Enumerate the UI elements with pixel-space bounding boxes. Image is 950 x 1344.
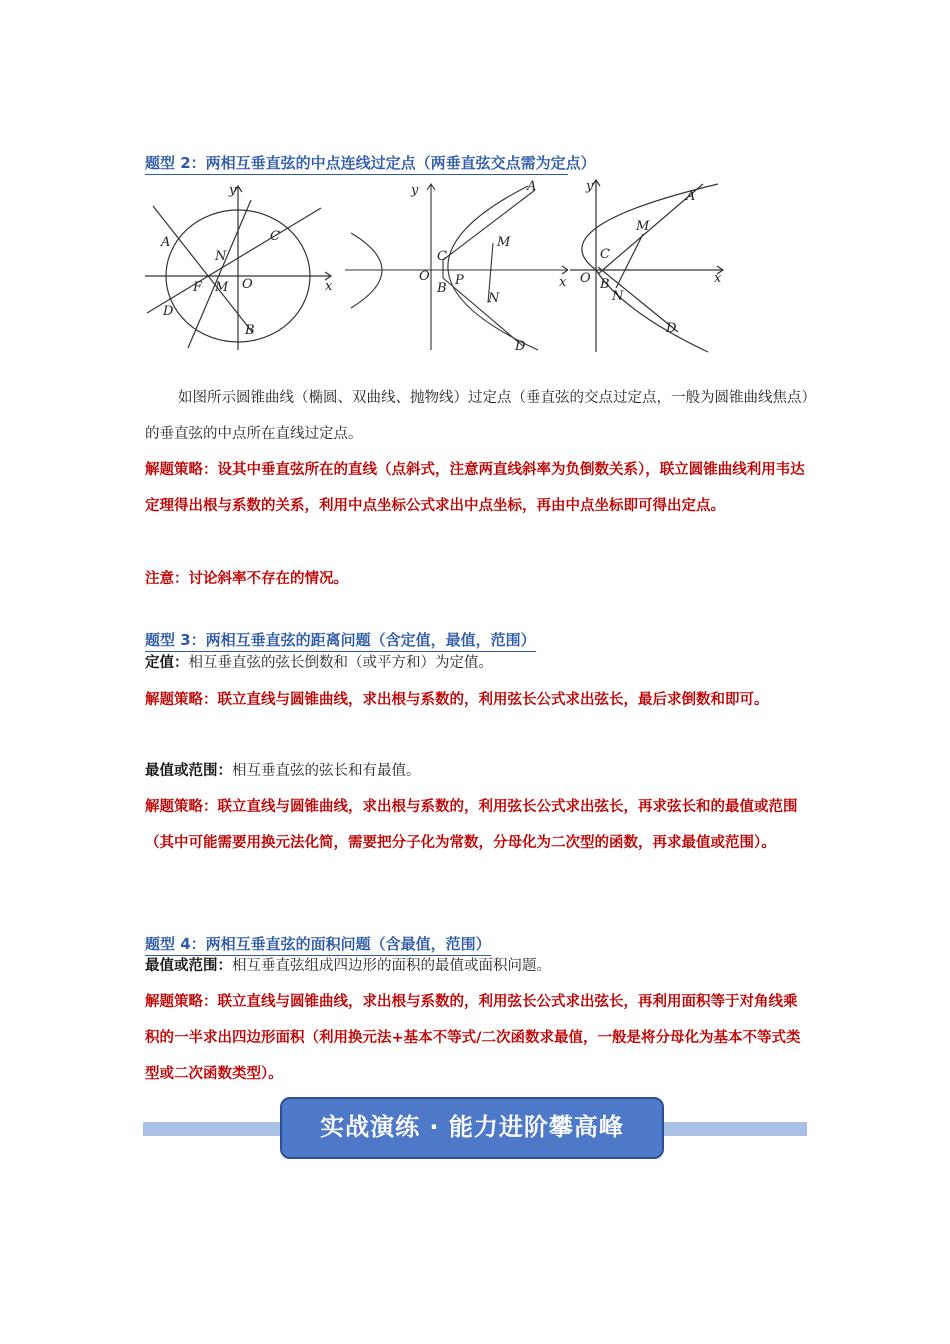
hyperbola-label-y: y: [411, 183, 419, 198]
type3-range-label: 最值或范围：: [145, 763, 232, 779]
hyperbola-label-O: O: [419, 269, 430, 284]
hyperbola-label-M: M: [497, 235, 511, 250]
parabola-label-x: x: [714, 271, 722, 286]
type3-range-text: 相互垂直弦的弦长和有最值。: [232, 763, 421, 779]
parabola-label-O: O: [580, 271, 591, 286]
type2-note: 注意：讨论斜率不存在的情况。: [145, 571, 348, 587]
parabola-label-y: y: [586, 179, 594, 194]
type4-range: [145, 948, 810, 984]
ellipse-label-D: D: [163, 304, 174, 319]
parabola-label-M: M: [636, 219, 650, 234]
type4-range-label: 最值或范围：: [145, 958, 232, 974]
ellipse-label-N: N: [215, 249, 227, 264]
hyperbola-label-D: D: [515, 339, 526, 353]
parabola-label-B: B: [600, 277, 610, 292]
type3-strategy2: 解题策略：联立直线与圆锥曲线，求出根与系数的，利用弦长公式求出弦长，再求弦长和的最值或范围（其中可能需要用换元法化简，需要把分子化为常数，分母化为二次型的函数，再求最值或范围）。: [145, 799, 798, 851]
parabola-label-D: D: [666, 321, 677, 336]
ellipse-label-x: x: [325, 279, 333, 294]
hyperbola-figure: [343, 178, 573, 353]
type3-range: [145, 753, 810, 789]
ellipse-label-B: B: [245, 323, 255, 338]
parabola-figure: [568, 172, 728, 355]
type3-fixed-text: 相互垂直弦的弦长倒数和（或平方和）为定值。: [188, 655, 493, 671]
ellipse-label-F: F: [193, 280, 203, 295]
hyperbola-label-A: A: [527, 179, 537, 194]
ellipse-label-C: C: [270, 229, 280, 244]
type3-fixed-label: 定值：: [145, 655, 189, 671]
parabola-label-C: C: [600, 247, 610, 262]
ellipse-label-A: A: [161, 235, 171, 250]
ellipse-figure: [143, 178, 338, 353]
type3-heading: 题型 3：两相互垂直弦的距离问题（含定值，最值，范围）: [145, 629, 536, 652]
parabola-label-A: A: [686, 189, 696, 204]
parabola-label-N: N: [612, 289, 624, 304]
hyperbola-label-N: N: [488, 291, 500, 306]
hyperbola-label-x: x: [559, 275, 567, 290]
type2-intro: 如图所示圆锥曲线（椭圆、双曲线、抛物线）过定点（垂直弦的交点过定点，一般为圆锥曲线焦点）的垂直弦的中点所在直线过定点。: [145, 390, 809, 442]
hyperbola-label-B: B: [437, 281, 447, 296]
ellipse-label-y: y: [229, 183, 237, 198]
practice-banner: 实战演练 · 能力进阶攀高峰: [280, 1097, 664, 1159]
type3-fixed: [145, 645, 810, 681]
type2-strategy: 解题策略：设其中垂直弦所在的直线（点斜式，注意两直线斜率为负倒数关系），联立圆锥曲线利用韦达定理得出根与系数的关系，利用中点坐标公式求出中点坐标，再由中点坐标即可得出定点。: [145, 462, 805, 514]
type3-strategy1: 解题策略：联立直线与圆锥曲线，求出根与系数的，利用弦长公式求出弦长，最后求倒数和即可。: [145, 692, 769, 708]
type4-range-text: 相互垂直弦组成四边形的面积的最值或面积问题。: [232, 958, 551, 974]
hyperbola-label-C: C: [437, 249, 447, 264]
ellipse-label-O: O: [242, 277, 253, 292]
type4-strategy: 解题策略：联立直线与圆锥曲线，求出根与系数的，利用弦长公式求出弦长，再利用面积等于对角线乘积的一半求出四边形面积（利用换元法+基本不等式/二次函数求最值，一般是将分母化为基本不等式类型或二次函数类型）。: [145, 994, 801, 1082]
ellipse-label-M: M: [215, 280, 229, 295]
type4-heading: 题型 4：两相互垂直弦的面积问题（含最值，范围）: [145, 933, 491, 956]
type2-heading: 题型 2：两相互垂直弦的中点连线过定点（两垂直弦交点需为定点）: [145, 152, 596, 175]
hyperbola-label-P: P: [455, 273, 464, 288]
